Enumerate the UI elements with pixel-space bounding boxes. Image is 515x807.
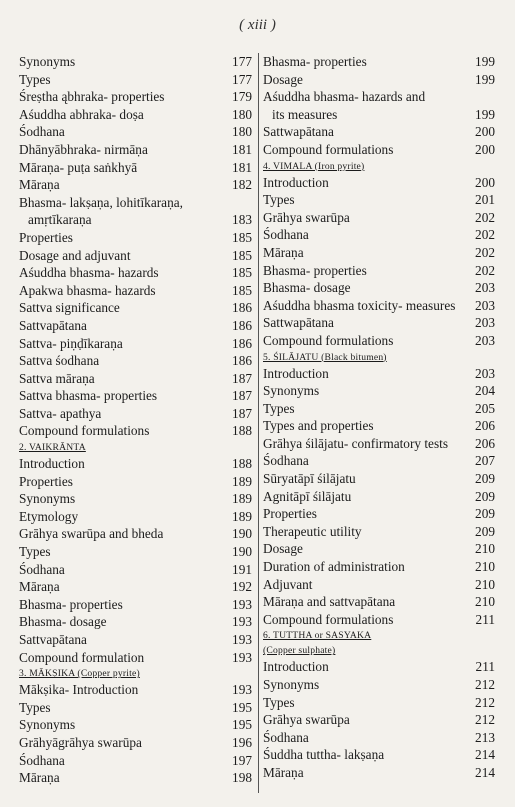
toc-entry	[263, 488, 495, 506]
toc-entry-page-number: 186	[232, 335, 252, 351]
toc-entry-title: Synonyms	[263, 383, 320, 399]
toc-entry	[19, 370, 252, 388]
toc-entry	[263, 279, 495, 297]
toc-entry	[19, 299, 252, 317]
toc-entry	[19, 194, 252, 212]
toc-entry-title: Bhasma- dosage	[19, 614, 107, 630]
toc-entry	[19, 681, 252, 699]
toc-entry-page-number: 190	[232, 526, 252, 542]
section-heading: 3. MĀKṢIKA (Copper pyrite)	[19, 668, 140, 680]
toc-entry	[19, 473, 252, 491]
toc-entry-page-number: 188	[232, 456, 252, 472]
toc-entry	[19, 176, 252, 194]
toc-entry-page-number: 201	[475, 192, 495, 208]
toc-entry-page-number: 210	[475, 559, 495, 575]
toc-entry-page-number: 203	[475, 280, 495, 296]
toc-entry-page-number: 213	[475, 729, 495, 745]
toc-entry-page-number: 191	[232, 561, 252, 577]
toc-entry-page-number: 204	[475, 383, 495, 399]
toc-entry-page-number: 197	[232, 752, 252, 768]
toc-entry	[19, 649, 252, 667]
toc-entry-title: Dosage	[263, 71, 303, 87]
toc-entry-title: Śodhana	[263, 729, 309, 745]
toc-entry	[263, 244, 495, 262]
toc-entry-title: Śodhana	[19, 124, 65, 140]
toc-entry-page-number: 185	[232, 247, 252, 263]
toc-entry	[19, 123, 252, 141]
toc-entry-title: Śuddha tuttha- lakṣaṇa	[263, 747, 385, 763]
toc-entry-page-number: 199	[475, 106, 495, 122]
toc-entry	[263, 262, 495, 280]
toc-entry	[263, 611, 495, 629]
toc-entry	[19, 352, 252, 370]
toc-entry-page-number: 186	[232, 353, 252, 369]
toc-entry-page-number: 198	[232, 770, 252, 786]
toc-entry-title: Sattva significance	[19, 300, 120, 316]
toc-entry-title: Māraṇa	[19, 177, 60, 193]
toc-entry-page-number: 187	[232, 370, 252, 386]
toc-entry-title: Śodhana	[263, 227, 309, 243]
toc-entry-title: Grāhya swarūpa and bheda	[19, 526, 164, 542]
toc-entry	[263, 593, 495, 611]
toc-entry-title: Sattva māraṇa	[19, 370, 95, 386]
toc-entry-title: Mākṣika- Introduction	[19, 682, 139, 698]
toc-entry	[19, 490, 252, 508]
toc-entry-title: Synonyms	[19, 717, 76, 733]
toc-entry	[19, 264, 252, 282]
toc-entry-title: Therapeutic utility	[263, 523, 362, 539]
toc-entry-page-number: 187	[232, 405, 252, 421]
toc-entry	[263, 191, 495, 209]
toc-entry-page-number: 209	[475, 506, 495, 522]
toc-entry-page-number: 177	[232, 71, 252, 87]
toc-entry	[263, 505, 495, 523]
toc-entry-title: Śreṣtha ąbhraka- properties	[19, 89, 165, 105]
toc-entry-page-number: 210	[475, 594, 495, 610]
toc-entry-page-number: 177	[232, 54, 252, 69]
toc-entry-page-number: 203	[475, 297, 495, 313]
toc-entry-page-number: 186	[232, 317, 252, 333]
toc-entry-page-number: 210	[475, 541, 495, 557]
toc-entry	[19, 211, 252, 229]
toc-entry	[263, 746, 495, 764]
toc-entry-title: Dhānyābhraka- nirmāṇa	[19, 141, 148, 157]
toc-entry-title: Types	[19, 544, 51, 560]
toc-entry-title: Sattwapātana	[263, 124, 334, 140]
toc-entry	[263, 174, 495, 192]
toc-entry	[19, 387, 252, 405]
toc-entry-page-number: 206	[475, 435, 495, 451]
toc-entry-title: Māraṇa	[263, 764, 304, 780]
toc-entry-title: Māraṇa	[19, 579, 60, 595]
toc-entry-page-number: 202	[475, 244, 495, 260]
toc-entry-title: Types	[263, 694, 295, 710]
toc-entry-page-number: 209	[475, 523, 495, 539]
toc-entry-title: Synonyms	[263, 677, 320, 692]
toc-entry	[263, 400, 495, 418]
toc-entry-title: Sattvapātana	[19, 317, 87, 333]
toc-entry-page-number: 214	[475, 747, 495, 763]
toc-entry-page-number: 202	[475, 262, 495, 278]
toc-entry-page-number: 187	[232, 388, 252, 404]
toc-entry-title: Aśuddha bhasma- hazards and	[263, 89, 426, 105]
toc-entry	[19, 525, 252, 543]
toc-entry-title: Śodhana	[19, 561, 65, 577]
toc-entry-title: Sattva śodhana	[19, 353, 100, 369]
toc-entry-title: Dosage and adjuvant	[19, 247, 131, 263]
toc-entry-title: Aśuddha bhasma toxicity- measures	[263, 297, 456, 313]
toc-entry	[19, 141, 252, 159]
toc-entry-title: Dosage	[263, 541, 303, 557]
toc-entry-page-number: 212	[475, 677, 495, 692]
toc-entry-page-number: 199	[475, 71, 495, 87]
toc-entry-title: Sattvapātana	[19, 632, 87, 647]
toc-entry-title: Śodhana	[19, 752, 65, 768]
toc-entry-page-number: 209	[475, 488, 495, 504]
toc-entry-page-number: 209	[475, 471, 495, 487]
toc-entry-page-number: 180	[232, 106, 252, 122]
toc-entry-page-number: 202	[475, 227, 495, 243]
toc-entry-title: Aśuddha abhraka- doṣa	[19, 106, 144, 122]
toc-entry-page-number: 185	[232, 282, 252, 298]
toc-entry	[19, 508, 252, 526]
toc-entry-title: Bhasma- dosage	[263, 280, 351, 296]
toc-entry	[263, 71, 495, 89]
toc-entry-title: Grāhya śilājatu- confirmatory tests	[263, 435, 448, 451]
toc-entry	[263, 106, 495, 124]
toc-entry	[263, 382, 495, 400]
toc-entry	[263, 558, 495, 576]
toc-entry-title: Sattva- apathya	[19, 405, 102, 421]
toc-entry-title: Introduction	[263, 659, 329, 675]
toc-entry	[19, 317, 252, 335]
toc-entry-page-number: 180	[232, 124, 252, 140]
toc-entry-title: Agnitāpī śilājatu	[263, 488, 352, 504]
toc-entry-title: Duration of administration	[263, 559, 405, 575]
toc-entry-page-number: 182	[232, 177, 252, 193]
toc-entry-title: Bhasma- lakṣaṇa, lohitīkaraṇa,	[19, 194, 183, 210]
toc-entry-title: Introduction	[19, 456, 85, 472]
toc-entry-page-number: 193	[232, 682, 252, 698]
toc-entry	[19, 71, 252, 89]
toc-entry-title: Etymology	[19, 508, 79, 524]
section-heading: 4. VIMALA (Iron pyrite)	[263, 160, 365, 172]
toc-entry	[263, 729, 495, 747]
toc-entry	[19, 229, 252, 247]
toc-entry-title: Synonyms	[19, 491, 76, 507]
toc-entry-title: Grāhyāgrāhya swarūpa	[19, 734, 142, 750]
page-number-header: ( xiii )	[239, 17, 276, 33]
toc-entry-page-number: 211	[475, 611, 495, 627]
toc-entry-title: Śodhana	[263, 453, 309, 469]
toc-entry	[19, 578, 252, 596]
toc-entry	[19, 734, 252, 752]
toc-entry	[263, 711, 495, 729]
toc-entry	[19, 335, 252, 353]
toc-entry	[19, 422, 252, 440]
toc-entry	[19, 752, 252, 770]
toc-entry-page-number: 193	[232, 596, 252, 612]
toc-entry	[263, 141, 495, 159]
toc-entry	[263, 576, 495, 594]
toc-entry-page-number: 210	[475, 576, 495, 592]
toc-entry	[19, 405, 252, 423]
toc-entry	[263, 88, 495, 106]
toc-entry-page-number: 179	[232, 89, 252, 105]
toc-entry-page-number: 185	[232, 265, 252, 281]
toc-entry-page-number: 189	[232, 473, 252, 489]
toc-entry-page-number: 212	[475, 712, 495, 728]
toc-entry	[263, 470, 495, 488]
toc-entry-page-number: 196	[232, 734, 252, 750]
toc-entry-title: Types	[263, 400, 295, 416]
toc-entry	[19, 53, 252, 71]
toc-entry-title: Māraṇa	[263, 244, 304, 260]
toc-entry-title: Types	[19, 71, 51, 87]
toc-entry-page-number: 200	[475, 141, 495, 157]
toc-entry-page-number: 193	[232, 632, 252, 647]
toc-entry-page-number: 206	[475, 418, 495, 434]
toc-entry	[263, 53, 495, 71]
toc-entry-title: amṛtīkaraṇa	[28, 212, 92, 228]
toc-entry-title: Māraṇa- puṭa saṅkhyā	[19, 159, 138, 175]
toc-entry	[19, 282, 252, 300]
toc-entry-title: Bhasma- properties	[263, 54, 367, 69]
toc-entry-title: Adjuvant	[263, 576, 313, 592]
toc-entry-title: Compound formulations	[263, 332, 394, 348]
toc-entry-page-number: 193	[232, 649, 252, 665]
toc-entry-page-number: 199	[475, 54, 495, 69]
toc-entry-title: Māraṇa and sattvapātana	[263, 594, 396, 610]
toc-entry-page-number: 202	[475, 209, 495, 225]
section-heading: 2. VAIKRĀNTA	[19, 442, 86, 454]
toc-entry	[263, 452, 495, 470]
toc-entry	[19, 631, 252, 649]
toc-right-column	[263, 53, 495, 782]
toc-entry-page-number: 189	[232, 508, 252, 524]
toc-entry	[19, 247, 252, 265]
toc-entry-page-number: 203	[475, 365, 495, 381]
toc-entry-page-number: 189	[232, 491, 252, 507]
toc-entry-title: Compound formulations	[263, 611, 394, 627]
toc-entry-page-number: 190	[232, 544, 252, 560]
toc-entry-title: Introduction	[263, 174, 329, 190]
toc-entry	[19, 88, 252, 106]
toc-entry-page-number: 200	[475, 124, 495, 140]
toc-entry	[19, 561, 252, 579]
toc-entry	[19, 455, 252, 473]
toc-entry-title: Sattwapātana	[263, 315, 334, 331]
toc-entry-title: Types	[263, 192, 295, 208]
toc-entry-title: Compound formulation	[19, 649, 145, 665]
toc-entry	[263, 676, 495, 694]
toc-entry	[263, 314, 495, 332]
toc-entry-page-number: 207	[475, 453, 495, 469]
toc-entry-title: Māraṇa	[19, 770, 60, 786]
toc-entry	[19, 699, 252, 717]
toc-entry-title: Properties	[263, 506, 317, 522]
toc-entry	[263, 435, 495, 453]
toc-entry-title: Compound formulations	[19, 423, 150, 439]
toc-entry	[263, 764, 495, 782]
toc-entry-page-number: 188	[232, 423, 252, 439]
toc-entry-page-number: 195	[232, 717, 252, 733]
toc-entry	[19, 716, 252, 734]
toc-entry-page-number: 181	[232, 141, 252, 157]
toc-entry-title: Sūryatāpī śilājatu	[263, 471, 356, 487]
toc-entry-title: Types and properties	[263, 418, 374, 434]
toc-entry	[19, 106, 252, 124]
toc-entry	[263, 332, 495, 350]
toc-entry	[263, 209, 495, 227]
toc-entry-title: Grāhya swarūpa	[263, 209, 350, 225]
toc-entry-page-number: 212	[475, 694, 495, 710]
toc-entry-page-number: 183	[232, 212, 252, 228]
toc-entry	[263, 297, 495, 315]
toc-entry-page-number: 195	[232, 699, 252, 715]
toc-entry-title: Properties	[19, 473, 73, 489]
column-divider	[258, 53, 259, 793]
toc-entry-title: Bhasma- properties	[19, 596, 123, 612]
toc-entry-title: Aśuddha bhasma- hazards	[19, 265, 159, 281]
toc-entry-page-number: 181	[232, 159, 252, 175]
toc-entry-title: Sattva bhasma- properties	[19, 388, 158, 404]
toc-entry	[19, 159, 252, 177]
toc-entry-title: Types	[19, 699, 51, 715]
toc-entry-title: Synonyms	[19, 54, 76, 69]
toc-entry-page-number: 203	[475, 332, 495, 348]
section-heading: (Copper sulphate)	[263, 645, 336, 657]
toc-entry	[263, 658, 495, 676]
toc-entry	[19, 596, 252, 614]
toc-entry-page-number: 192	[232, 579, 252, 595]
toc-entry-page-number: 193	[232, 614, 252, 630]
toc-entry	[263, 226, 495, 244]
toc-entry-title: Introduction	[263, 365, 329, 381]
toc-entry-title: Grāhya swarūpa	[263, 712, 350, 728]
toc-entry	[263, 540, 495, 558]
toc-entry-title: Sattva- piṇḍīkaraṇa	[19, 335, 123, 351]
toc-entry-title: Compound formulations	[263, 141, 394, 157]
toc-entry-title: Apakwa bhasma- hazards	[19, 282, 156, 298]
toc-entry	[263, 123, 495, 141]
toc-entry-page-number: 185	[232, 229, 252, 245]
toc-entry-page-number: 205	[475, 400, 495, 416]
toc-entry-page-number: 186	[232, 300, 252, 316]
toc-entry	[263, 694, 495, 712]
section-heading: 5. ŚILĀJATU (Black bitumen)	[263, 351, 387, 363]
toc-entry	[263, 417, 495, 435]
toc-entry-title: its measures	[272, 106, 338, 122]
toc-entry	[19, 769, 252, 787]
toc-entry-page-number: 200	[475, 174, 495, 190]
section-heading: 6. TUTTHA or SASYAKA	[263, 630, 372, 642]
toc-entry-title: Bhasma- properties	[263, 262, 367, 278]
toc-entry-page-number: 203	[475, 315, 495, 331]
toc-entry	[19, 543, 252, 561]
toc-entry-page-number: 214	[475, 764, 495, 780]
toc-entry-title: Properties	[19, 229, 73, 245]
toc-entry-page-number: 211	[475, 659, 495, 675]
toc-entry	[263, 523, 495, 541]
toc-left-column	[19, 53, 252, 787]
toc-entry	[263, 365, 495, 383]
toc-entry	[19, 613, 252, 631]
